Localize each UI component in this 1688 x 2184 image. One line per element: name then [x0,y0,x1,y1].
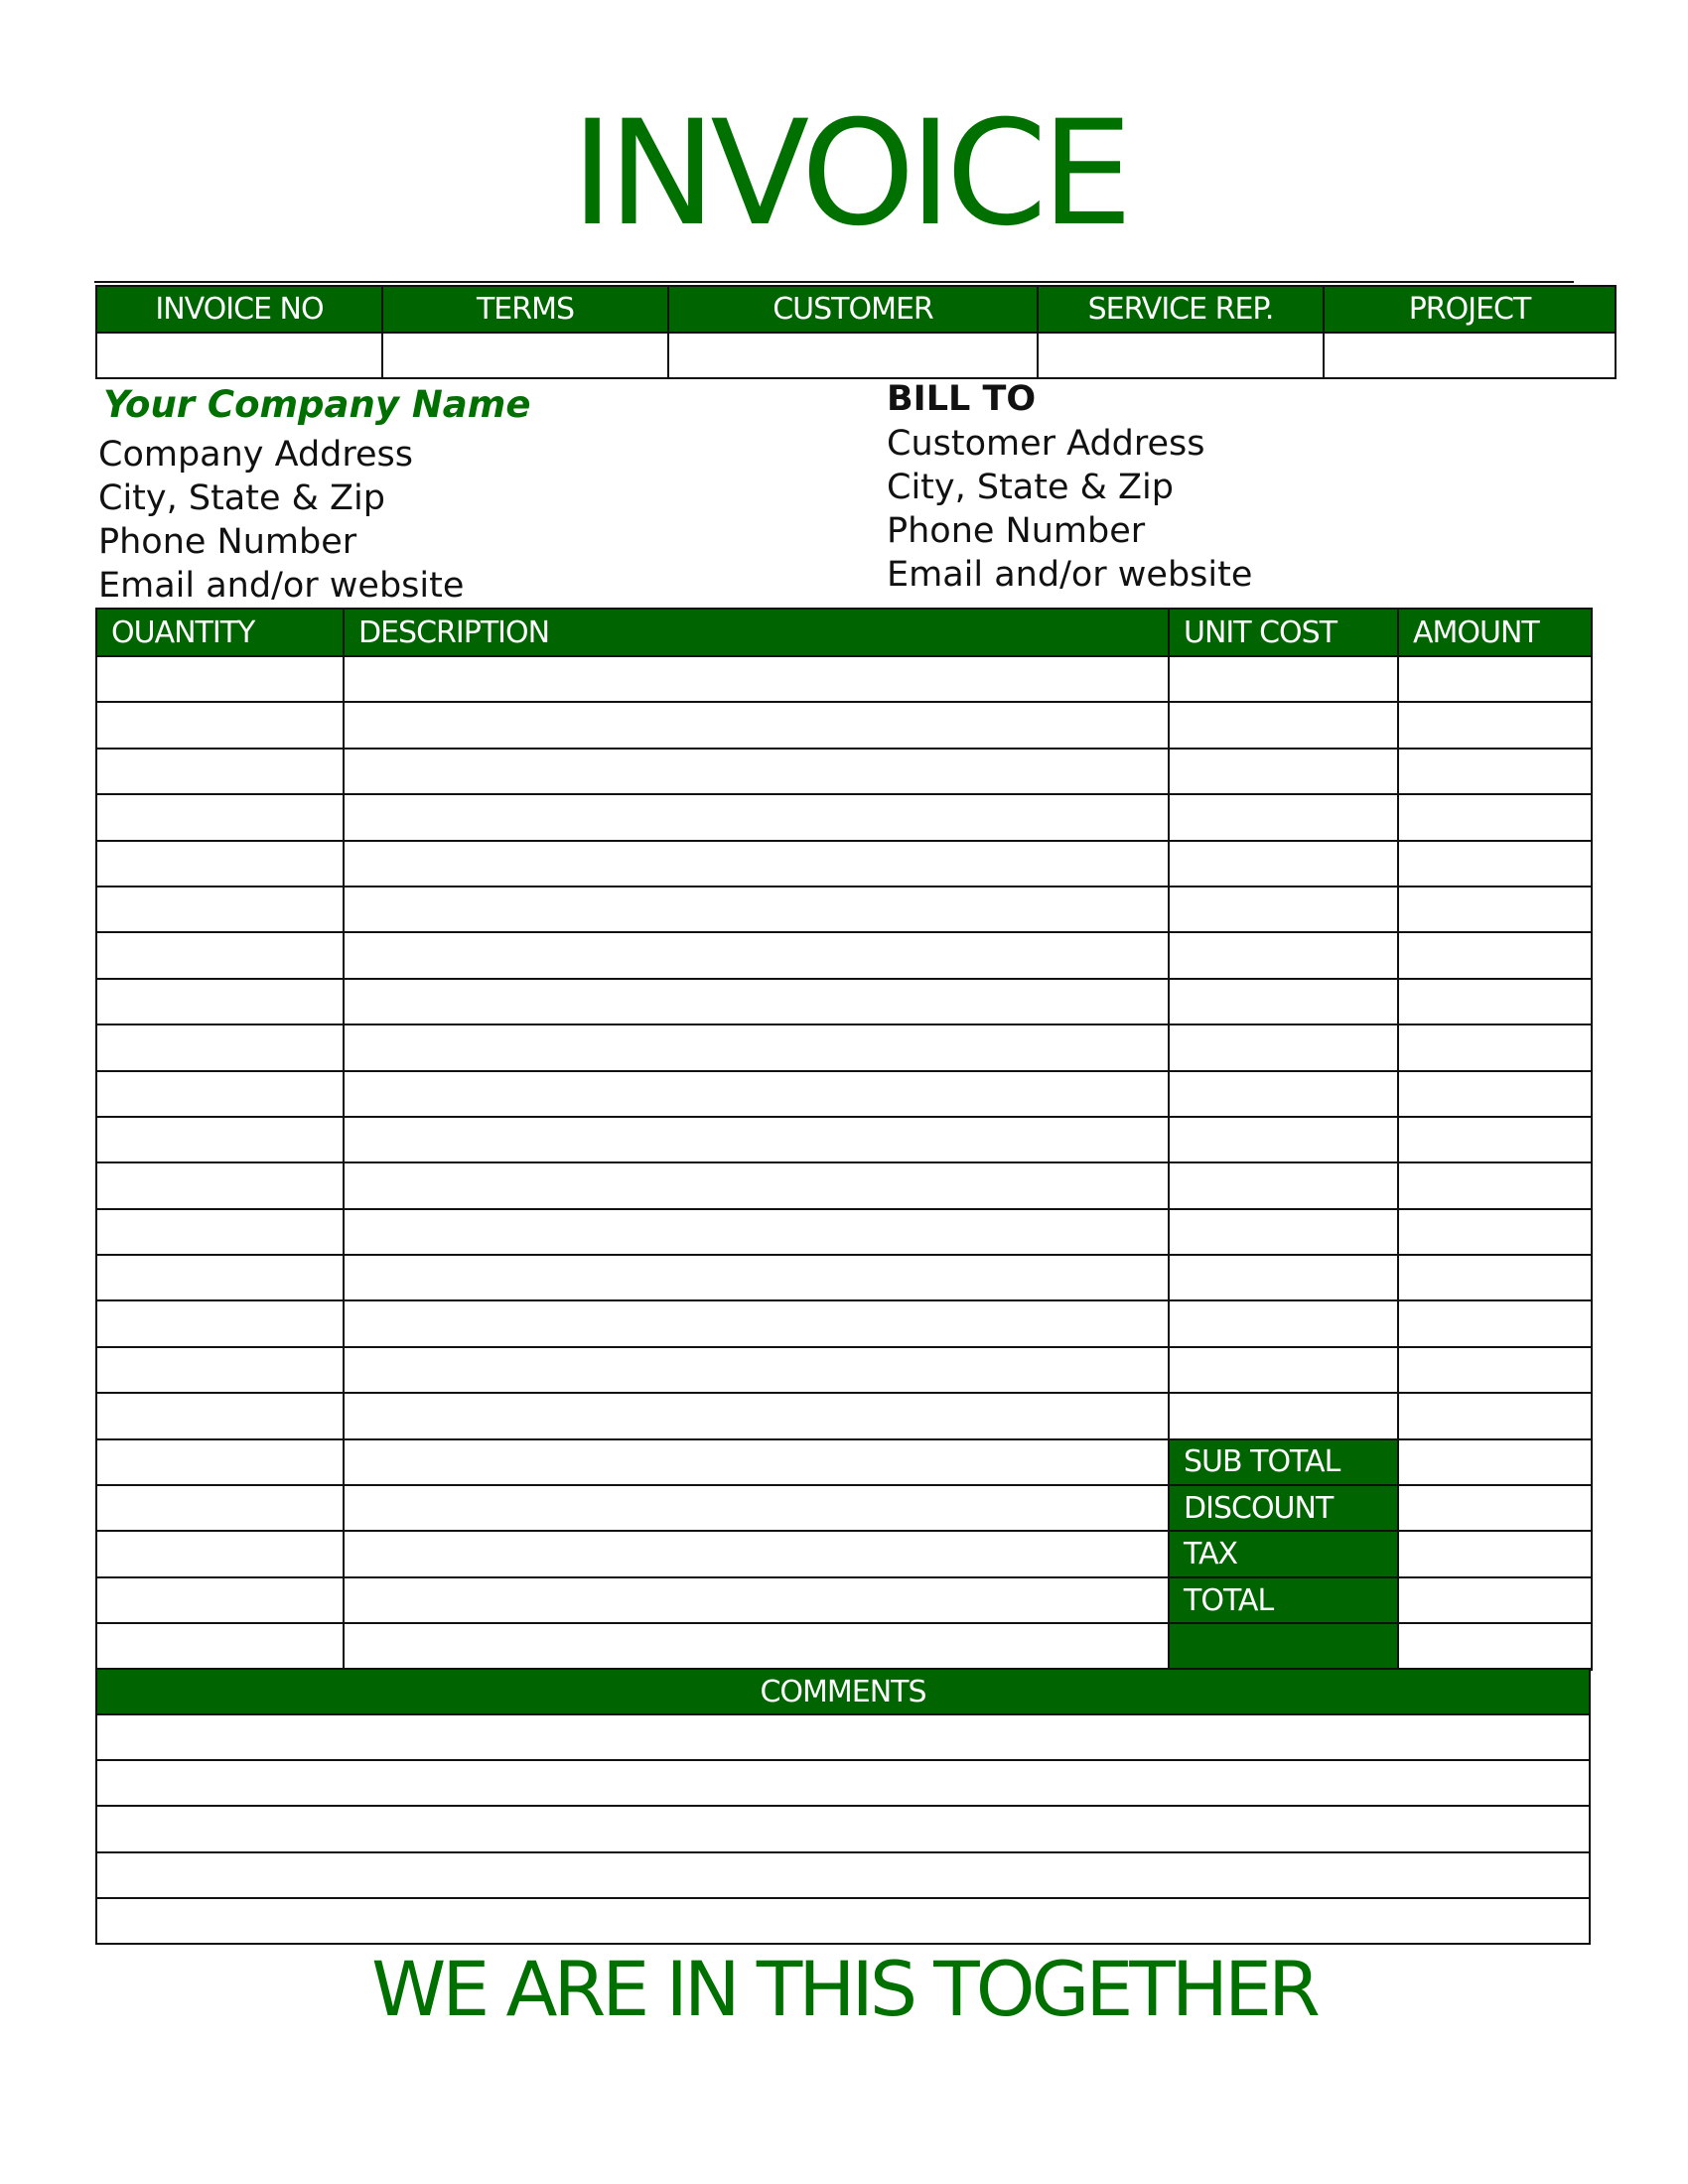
description-cell[interactable] [344,1623,1169,1669]
description-cell[interactable] [344,1209,1169,1255]
description-cell[interactable] [344,1162,1169,1208]
unit-cost-cell[interactable] [1169,1024,1398,1070]
tax-label: TAX [1169,1531,1398,1576]
description-cell[interactable] [344,1255,1169,1300]
footer-slogan: WE ARE IN THIS TOGETHER [371,1945,1317,2033]
company-phone: Phone Number [98,522,357,562]
invoice-no-field[interactable] [96,333,382,378]
unit-cost-cell[interactable] [1169,656,1398,702]
line-item-row [96,1439,1592,1485]
quantity-cell[interactable] [96,932,344,978]
header-amount: AMOUNT [1398,609,1592,656]
quantity-cell[interactable] [96,1162,344,1208]
amount-cell[interactable] [1398,932,1592,978]
quantity-cell[interactable] [96,1024,344,1070]
line-item-row [96,887,1592,932]
line-item-row [96,932,1592,978]
customer-address: Customer Address [887,424,1205,464]
comment-line[interactable] [96,1714,1590,1760]
terms-field[interactable] [382,333,668,378]
quantity-cell[interactable] [96,656,344,702]
comment-line[interactable] [96,1852,1590,1898]
line-item-row [96,656,1592,702]
unit-cost-cell[interactable] [1169,932,1398,978]
description-cell[interactable] [344,932,1169,978]
amount-cell[interactable] [1398,702,1592,748]
quantity-cell[interactable] [96,1300,344,1346]
description-cell[interactable] [344,749,1169,794]
line-item-row [96,1117,1592,1162]
line-item-row [96,749,1592,794]
header-unit-cost: UNIT COST [1169,609,1398,656]
comments-header-row [96,1669,1590,1714]
header-description: DESCRIPTION [344,609,1169,656]
quantity-cell[interactable] [96,1209,344,1255]
comment-line[interactable] [96,1898,1590,1944]
amount-cell[interactable] [1398,1209,1592,1255]
header-customer: CUSTOMER [668,286,1038,333]
quantity-cell[interactable] [96,794,344,840]
customer-field[interactable] [668,333,1038,378]
quantity-cell[interactable] [96,1531,344,1576]
line-item-row [96,1485,1592,1531]
comment-line-row [96,1714,1590,1760]
amount-cell[interactable] [1398,841,1592,887]
unit-cost-cell[interactable] [1169,794,1398,840]
amount-cell[interactable] [1398,1071,1592,1117]
discount-label: DISCOUNT [1169,1485,1398,1531]
invoice-title: INVOICE [571,89,1127,258]
unit-cost-cell[interactable] [1169,1300,1398,1346]
total-label: TOTAL [1169,1577,1398,1623]
description-cell[interactable] [344,1300,1169,1346]
line-item-row [96,841,1592,887]
unit-cost-cell[interactable] [1169,1255,1398,1300]
quantity-cell[interactable] [96,1255,344,1300]
comment-line[interactable] [96,1760,1590,1806]
unit-cost-cell[interactable] [1169,1071,1398,1117]
bill-to-title: BILL TO [887,379,1037,419]
amount-cell[interactable] [1398,1393,1592,1438]
quantity-cell[interactable] [96,1623,344,1669]
description-cell[interactable] [344,794,1169,840]
line-items-table [95,608,1593,1671]
unit-cost-cell[interactable] [1169,1347,1398,1393]
line-item-row [96,1531,1592,1576]
quantity-cell[interactable] [96,702,344,748]
quantity-cell[interactable] [96,1485,344,1531]
summary-blank-cell [1169,1623,1398,1669]
amount-cell[interactable] [1398,1300,1592,1346]
amount-cell[interactable] [1398,1623,1592,1669]
description-cell[interactable] [344,979,1169,1024]
amount-cell[interactable] [1398,794,1592,840]
description-cell[interactable] [344,1531,1169,1576]
description-cell[interactable] [344,841,1169,887]
line-item-row [96,1577,1592,1623]
header-project: PROJECT [1324,286,1616,333]
description-cell[interactable] [344,1024,1169,1070]
customer-phone: Phone Number [887,511,1146,551]
line-item-row [96,1255,1592,1300]
unit-cost-cell[interactable] [1169,1162,1398,1208]
unit-cost-cell[interactable] [1169,702,1398,748]
quantity-cell[interactable] [96,1347,344,1393]
line-item-row [96,702,1592,748]
quantity-cell[interactable] [96,979,344,1024]
header-service-rep: SERVICE REP. [1038,286,1324,333]
unit-cost-cell[interactable] [1169,1209,1398,1255]
unit-cost-cell[interactable] [1169,749,1398,794]
line-item-row [96,1209,1592,1255]
description-cell[interactable] [344,1117,1169,1162]
quantity-cell[interactable] [96,887,344,932]
quantity-cell[interactable] [96,1117,344,1162]
line-item-row [96,1162,1592,1208]
line-item-row [96,1393,1592,1438]
bill-to-block [887,422,1252,597]
service-rep-field[interactable] [1038,333,1324,378]
quantity-cell[interactable] [96,841,344,887]
line-item-row [96,979,1592,1024]
amount-cell[interactable] [1398,656,1592,702]
amount-cell[interactable] [1398,979,1592,1024]
line-item-row [96,1071,1592,1117]
invoice-info-table [95,285,1617,379]
line-item-row [96,1300,1592,1346]
description-cell[interactable] [344,1071,1169,1117]
description-cell[interactable] [344,1393,1169,1438]
amount-cell[interactable] [1398,1117,1592,1162]
line-item-row [96,1347,1592,1393]
comments-title: COMMENTS [96,1669,1590,1714]
amount-cell[interactable] [1398,887,1592,932]
unit-cost-cell[interactable] [1169,979,1398,1024]
customer-city-state-zip: City, State & Zip [887,468,1174,507]
header-terms: TERMS [382,286,668,333]
unit-cost-cell[interactable] [1169,1393,1398,1438]
comments-table [95,1668,1591,1945]
company-city-state-zip: City, State & Zip [98,478,385,518]
description-cell[interactable] [344,1439,1169,1485]
description-cell[interactable] [344,1347,1169,1393]
company-address-block [98,433,464,608]
amount-cell[interactable] [1398,1347,1592,1393]
comment-line[interactable] [96,1806,1590,1851]
description-cell[interactable] [344,1485,1169,1531]
project-field[interactable] [1324,333,1616,378]
comment-line-row [96,1760,1590,1806]
unit-cost-cell[interactable] [1169,887,1398,932]
quantity-cell[interactable] [96,1439,344,1485]
quantity-cell[interactable] [96,1071,344,1117]
unit-cost-cell[interactable] [1169,841,1398,887]
comment-line-row [96,1852,1590,1898]
top-rule [94,281,1574,283]
line-item-row [96,794,1592,840]
tax-amount-field[interactable] [1398,1531,1592,1576]
description-cell[interactable] [344,887,1169,932]
quantity-cell[interactable] [96,1393,344,1438]
quantity-cell[interactable] [96,1577,344,1623]
amount-cell[interactable] [1398,749,1592,794]
line-item-row [96,1024,1592,1070]
quantity-cell[interactable] [96,749,344,794]
header-quantity: OUANTITY [96,609,344,656]
line-items-header-row [96,609,1592,656]
discount-amount-field[interactable] [1398,1485,1592,1531]
description-cell[interactable] [344,656,1169,702]
description-cell[interactable] [344,702,1169,748]
amount-cell[interactable] [1398,1024,1592,1070]
line-item-row [96,1623,1592,1669]
amount-cell[interactable] [1398,1255,1592,1300]
customer-email-website: Email and/or website [887,555,1253,595]
comment-line-row [96,1806,1590,1851]
sub-total-amount-field[interactable] [1398,1439,1592,1485]
invoice-info-header-row [96,286,1616,333]
header-invoice-no: INVOICE NO [96,286,382,333]
comment-line-row [96,1898,1590,1944]
amount-cell[interactable] [1398,1162,1592,1208]
description-cell[interactable] [344,1577,1169,1623]
unit-cost-cell[interactable] [1169,1117,1398,1162]
company-address: Company Address [98,435,414,475]
company-name: Your Company Name [103,383,531,426]
company-email-website: Email and/or website [98,566,465,606]
sub-total-label: SUB TOTAL [1169,1439,1398,1485]
total-amount-field[interactable] [1398,1577,1592,1623]
invoice-info-value-row [96,333,1616,378]
